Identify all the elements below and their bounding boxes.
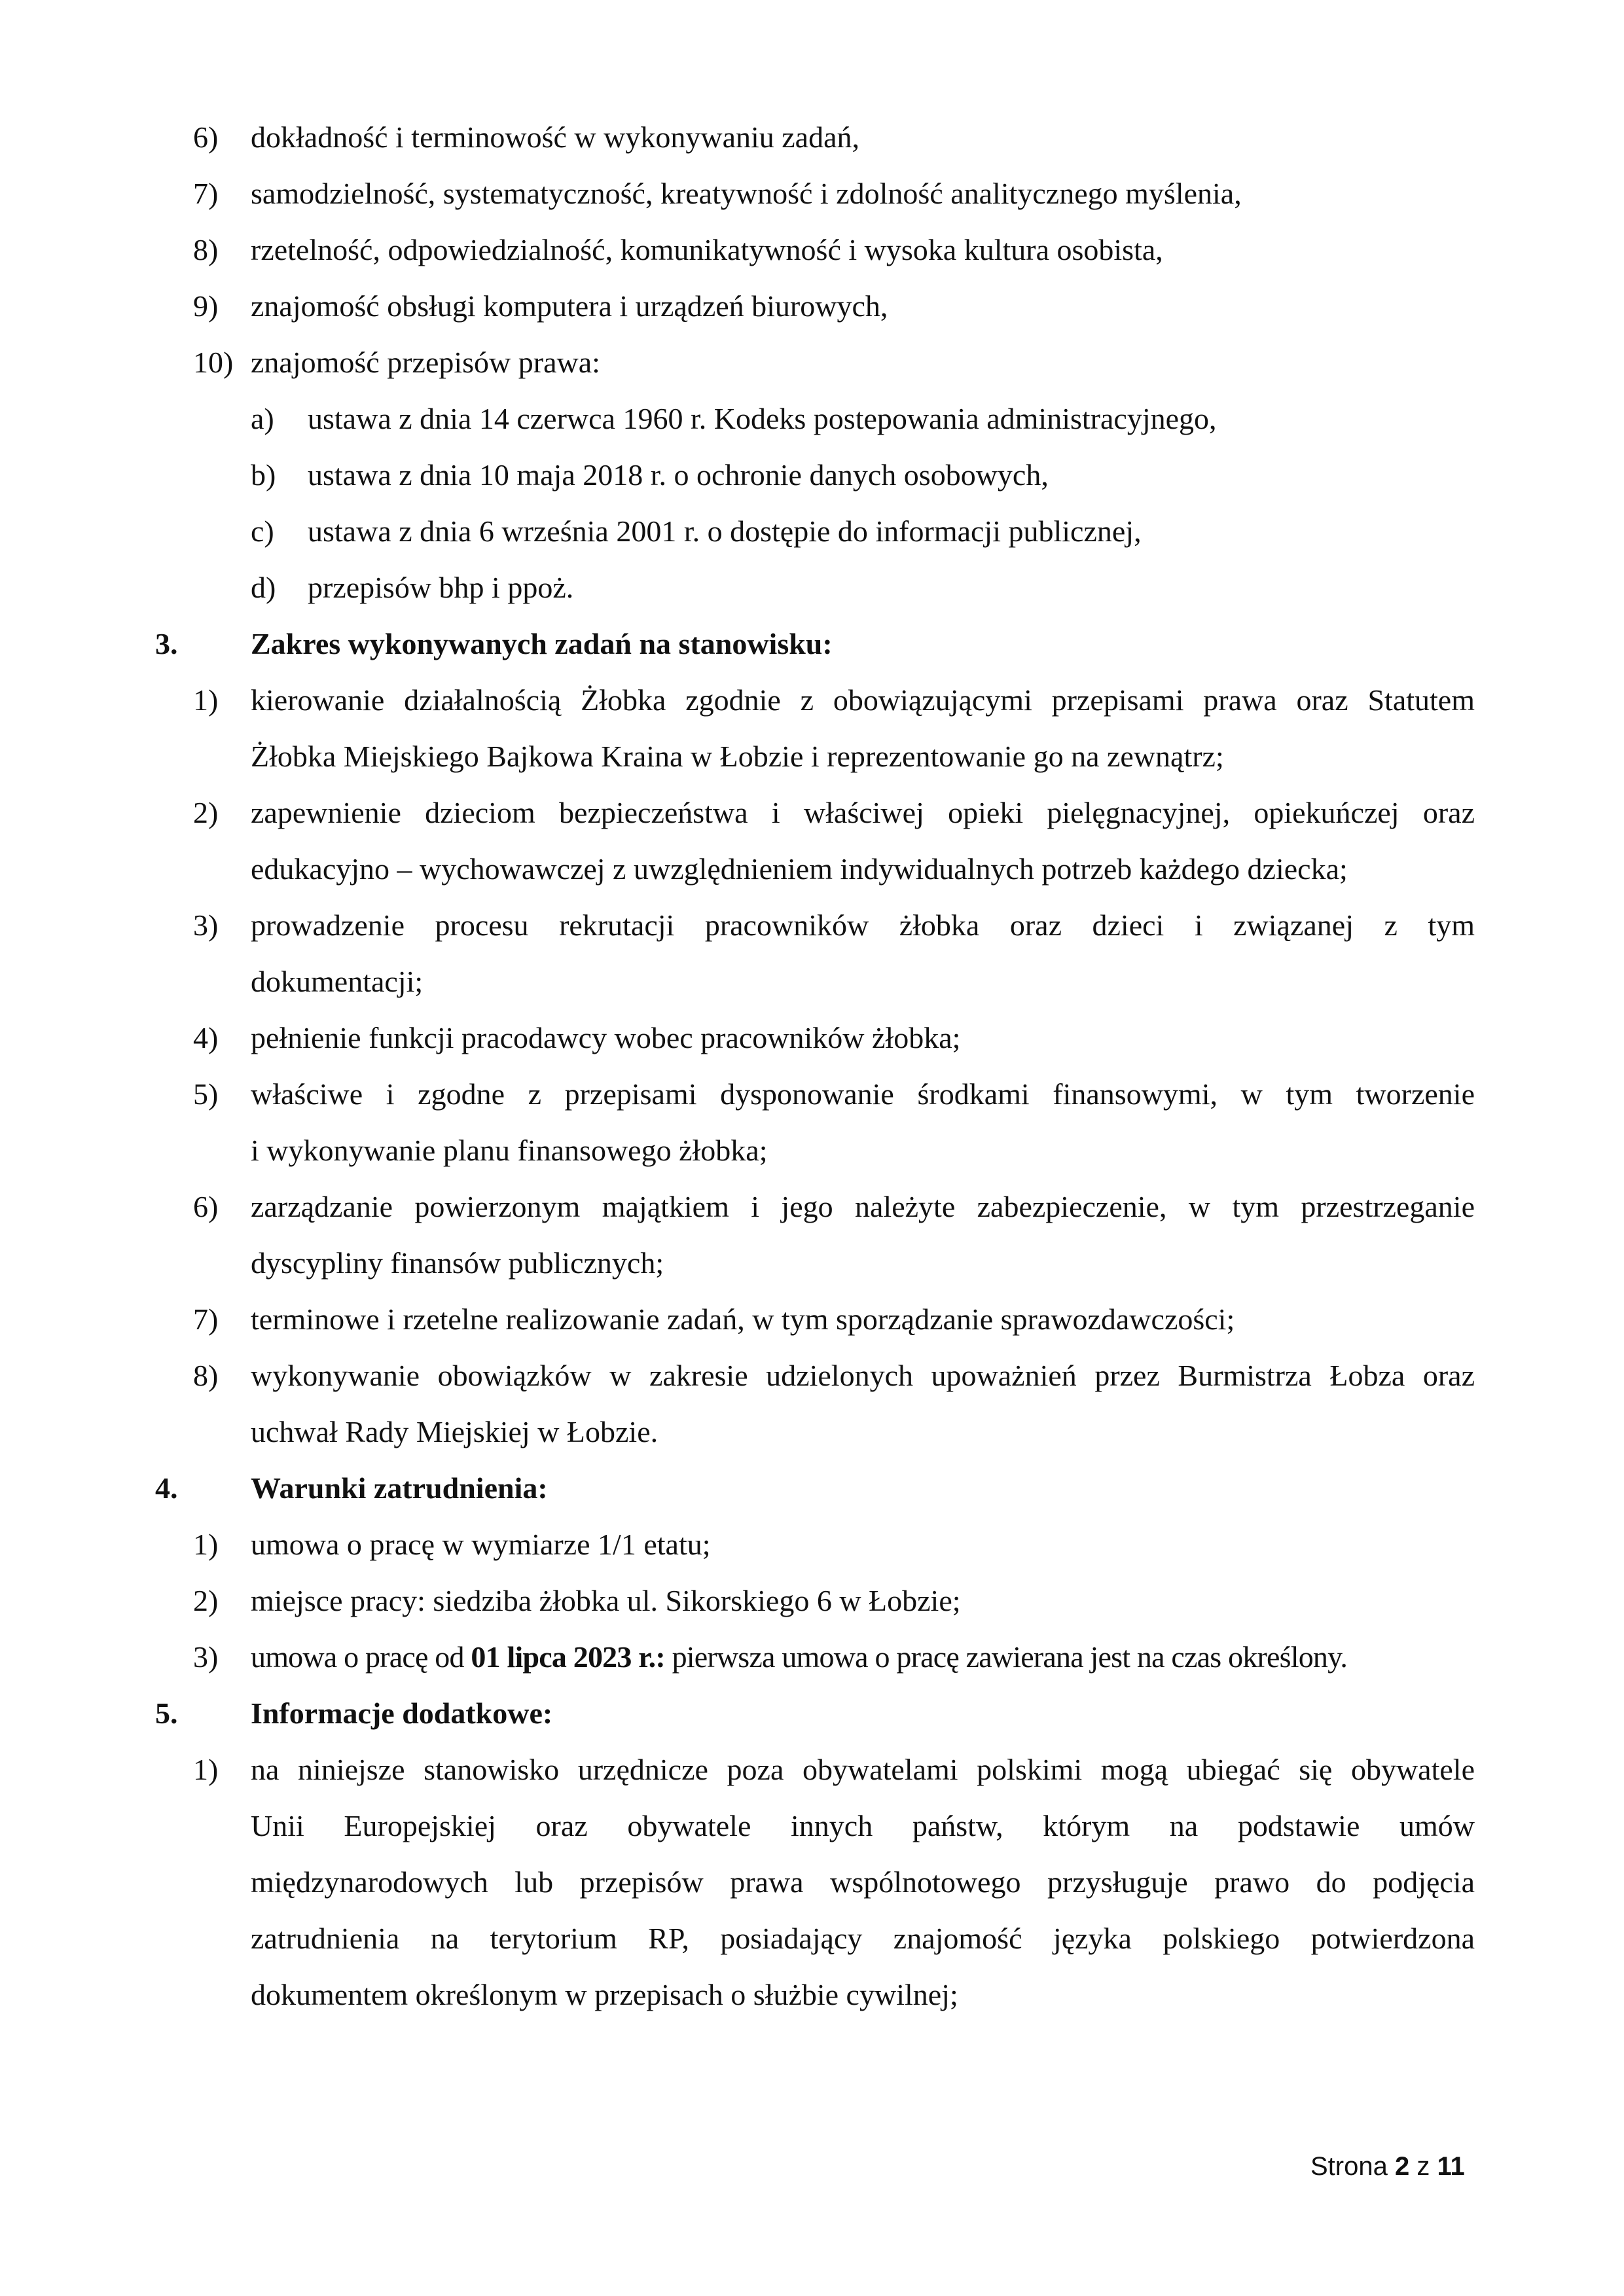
list-number: 1) <box>193 683 219 717</box>
list-item-text: kierowanie działalnością Żłobka zgodnie z obowiązującymi przepisami prawa oraz Statutem <box>251 683 1475 717</box>
list-number: 8) <box>193 1359 219 1392</box>
list-item-text: znajomość obsługi komputera i urządzeń biurowych, <box>251 289 888 323</box>
list-item-text-continued: edukacyjno – wychowawczej z uwzględnieniem indywidualnych potrzeb każdego dziecka; <box>251 852 1348 886</box>
section-heading: Zakres wykonywanych zadań na stanowisku: <box>251 627 833 660</box>
list-item-text: właściwe i zgodne z przepisami dysponowanie środkami finansowymi, w tym tworzenie <box>251 1077 1475 1111</box>
list-item-text: umowa o pracę w wymiarze 1/1 etatu; <box>251 1528 711 1561</box>
list-number: 2) <box>193 796 219 829</box>
list-item-text: na niniejsze stanowisko urzędnicze poza obywatelami polskimi mogą ubiegać się obywatele <box>251 1753 1475 1786</box>
list-item-text: miejsce pracy: siedziba żłobka ul. Sikorskiego 6 w Łobzie; <box>251 1584 961 1617</box>
section-number: 5. <box>155 1696 178 1730</box>
list-number: 6) <box>193 120 219 154</box>
sub-list-letter: d) <box>251 571 276 604</box>
list-item-text: pełnienie funkcji pracodawcy wobec pracowników żłobka; <box>251 1021 961 1054</box>
list-number: 7) <box>193 1302 219 1336</box>
list-number: 3) <box>193 908 219 942</box>
footer-page-number: 2 <box>1394 2152 1410 2181</box>
section-number: 4. <box>155 1471 178 1505</box>
list-item-text-continued: i wykonywanie planu finansowego żłobka; <box>251 1134 768 1167</box>
list-item-text-continued: dyscypliny finansów publicznych; <box>251 1246 664 1280</box>
list-item-text: zarządzanie powierzonym majątkiem i jego należyte zabezpieczenie, w tym przestrzeganie <box>251 1190 1475 1223</box>
employment-start-date: 01 lipca 2023 r.: <box>471 1640 665 1674</box>
sub-list-item-text: przepisów bhp i ppoż. <box>308 571 574 604</box>
list-number: 9) <box>193 289 219 323</box>
list-item-text: wykonywanie obowiązków w zakresie udzielonych upoważnień przez Burmistrza Łobza oraz <box>251 1359 1475 1392</box>
sub-list-item-text: ustawa z dnia 6 września 2001 r. o dostępie do informacji publicznej, <box>308 514 1142 548</box>
sub-list-letter: b) <box>251 458 276 492</box>
employment-start-prefix: umowa o pracę od <box>251 1640 471 1674</box>
sub-list-item-text: ustawa z dnia 14 czerwca 1960 r. Kodeks postepowania administracyjnego, <box>308 402 1217 435</box>
list-number: 1) <box>193 1528 219 1561</box>
sub-list-letter: a) <box>251 402 274 435</box>
sub-list-letter: c) <box>251 514 274 548</box>
list-item-text-continued: Unii Europejskiej oraz obywatele innych państw, którym na podstawie umów <box>251 1809 1475 1842</box>
section-heading: Warunki zatrudnienia: <box>251 1471 548 1505</box>
list-item-text-continued: dokumentem określonym w przepisach o służbie cywilnej; <box>251 1978 958 2011</box>
list-item-text <box>251 1638 1347 1677</box>
list-number: 2) <box>193 1584 219 1617</box>
footer-prefix: Strona <box>1310 2152 1395 2181</box>
list-item-text-continued: dokumentacji; <box>251 965 424 998</box>
list-item-text: zapewnienie dzieciom bezpieczeństwa i właściwej opieki pielęgnacyjnej, opiekuńczej oraz <box>251 796 1475 829</box>
list-number: 10) <box>193 346 234 379</box>
section-number: 3. <box>155 627 178 660</box>
list-item-text: terminowe i rzetelne realizowanie zadań, w tym sporządzanie sprawozdawczości; <box>251 1302 1235 1336</box>
list-item-text: prowadzenie procesu rekrutacji pracowników żłobka oraz dzieci i związanej z tym <box>251 908 1475 942</box>
list-number: 5) <box>193 1077 219 1111</box>
employment-start-suffix: pierwsza umowa o pracę zawierana jest na czas określony. <box>664 1640 1348 1674</box>
list-number: 6) <box>193 1190 219 1223</box>
list-number: 3) <box>193 1640 219 1674</box>
list-item-text: rzetelność, odpowiedzialność, komunikatywność i wysoka kultura osobista, <box>251 233 1163 266</box>
list-item-text-continued: uchwał Rady Miejskiej w Łobzie. <box>251 1415 659 1448</box>
list-number: 1) <box>193 1753 219 1786</box>
list-number: 4) <box>193 1021 219 1054</box>
page-footer <box>1310 2150 1465 2183</box>
list-number: 8) <box>193 233 219 266</box>
list-item-text-continued: Żłobka Miejskiego Bajkowa Kraina w Łobzie i reprezentowanie go na zewnątrz; <box>251 740 1224 773</box>
footer-middle: z <box>1409 2152 1437 2181</box>
list-item-text-continued: międzynarodowych lub przepisów prawa wspólnotowego przysługuje prawo do podjęcia <box>251 1865 1475 1899</box>
sub-list-item-text: ustawa z dnia 10 maja 2018 r. o ochronie danych osobowych, <box>308 458 1049 492</box>
list-item-text-continued: zatrudnienia na terytorium RP, posiadający znajomość języka polskiego potwierdzona <box>251 1922 1475 1955</box>
footer-total-pages: 11 <box>1437 2152 1465 2181</box>
list-item-text: dokładność i terminowość w wykonywaniu zadań, <box>251 120 860 154</box>
list-item-text: znajomość przepisów prawa: <box>251 346 600 379</box>
list-number: 7) <box>193 177 219 210</box>
section-heading: Informacje dodatkowe: <box>251 1696 553 1730</box>
list-item-text: samodzielność, systematyczność, kreatywność i zdolność analitycznego myślenia, <box>251 177 1242 210</box>
